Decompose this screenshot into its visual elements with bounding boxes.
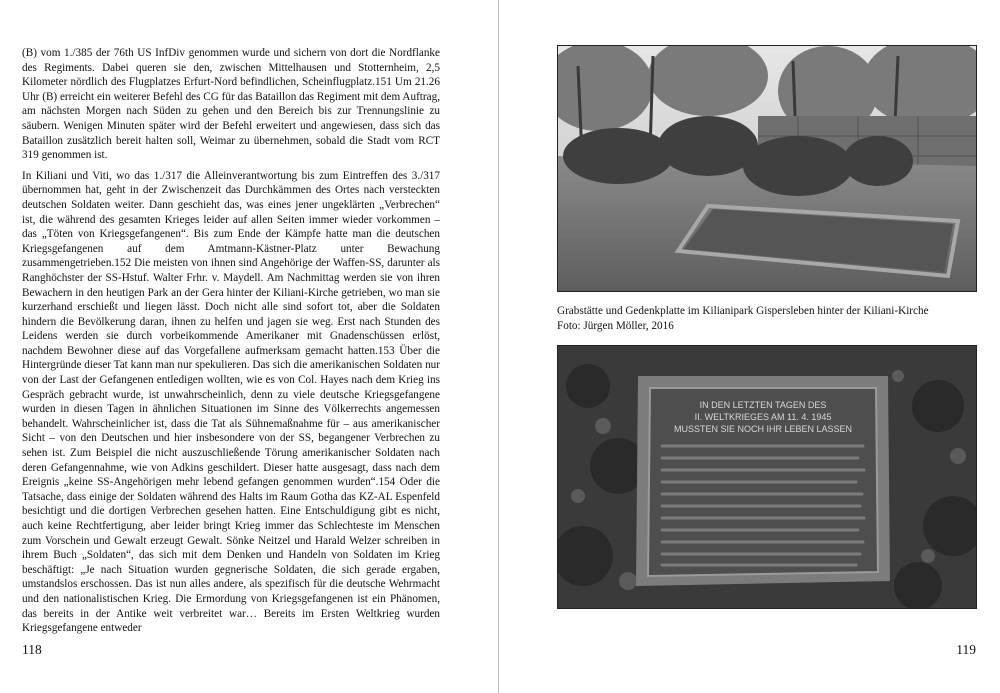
photo-caption [557, 304, 977, 333]
caption-title: Grabstätte und Gedenkplatte im Kilianipark Gispersleben hinter der Kiliani-Kirche [557, 305, 929, 317]
paragraph-2: In Kiliani und Viti, wo das 1./317 die Alleinverantwortung bis zum Eintreffen des 3./317 übernommen hat, geht in der Zwischenzeit das Durchkämmen des Ortes nach versteckten deutschen Soldaten weiter. Dann geschieht das, was eines jener ungeklärten „Verbrechen“ ist, die während des gesamten Krieges leider auf allen Seiten immer wieder vorkommen – das „Töten von Kriegsgefangenen“. Bis zum Ende der Kämpfe hatte man die deutschen Kriegsgefangenen auf dem Amtmann-Kästner-Platz unter Bewachung zusammengetrieben.152 Die meisten von ihnen sind Angehörige der Waffen-SS, darunter als Ranghöchster der SS-Hstuf. Walter Frhr. v. Maydell. Am Nachmittag werden sie von ihren Bewachern in den heutigen Park an der Gera hinter der Kiliani-Kirche getrieben, wo man sie kurzerhand erschießt und liegen lässt. Doch nicht alle sind sofort tot, aber die Soldaten hindern die Bevölkerung daran, ihnen zu helfen und jagen sie weg. Erst nach Stunden des Leidens werden sie durch vorbeikommende Amerikaner mit Gnadenschüssen erlöst, nachdem Bewohner diese auf das Vorgefallene aufmerksam gemacht hatten.153 Über die Hintergründe dieser Tat kann man nur spekulieren. Das sich die amerikanischen Soldaten nur von der Last der Gefangenen entledigen wollten, wie es von Col. Hayes nach dem Krieg ins Gespräch gebracht wurde, ist unwahrscheinlich, denn zu viele deutsche Kriegsgefangene wurden in diesen Tagen in ähnlichen Situationen im Sinne des Völkerrechts angemessen behandelt. Wahrscheinlicher ist, dass die Tat als Sühnemaßnahme für – aus amerikanischer Sicht – von den Deutschen und hier insbesondere von der SS, begangener Verbrechen zu sehen ist. Zum Beispiel die nicht auszuschließende Törung amerikanischer Soldaten nach deren Gefangennahme, wie von Adkins geschildert. Dieser hatte ausgesagt, dass nach dem Ereignis „keine SS-Angehörigen mehr lebend gefangen genommen wurden“.154 Oder die Tatsache, dass einige der Soldaten während des Halts im Raum Gotha das KZ-AL Espenfeld besichtigt und die dortigen Verbrechen gesehen hatten. Eine Entschuldigung gibt es nicht, auch keine Rechtfertigung, aber leider bringt Krieg immer das Schlechteste im Menschen zum Vorschein und Gewalt erzeugt Gewalt. Sönke Neitzel und Harald Welzer schreiben in ihrem Buch „Soldaten“, das sich mit dem Denken und Handeln von Soldaten im Krieg beschäftigt: „Je nach Situation wurden gegnerische Soldaten, die sich gerade ergaben, umstandslos erschossen. Das ist nun alles andere, als spezifisch für die deutsche Wehrmacht und den nationalistischen Krieg. Die Ermordung von Kriegsgefangenen ist ein Phänomen, das bereits in der Antike weit verbreitet war… Bereits im Ersten Weltkrieg wurden Kriegsgefangene entweder [22, 169, 440, 635]
plaque-heading-1: IN DEN LETZTEN TAGEN DES [699, 400, 827, 410]
grave-site-illustration [558, 46, 976, 291]
photo-memorial-plaque [557, 345, 977, 609]
caption-credit: Foto: Jürgen Möller, 2016 [557, 319, 674, 332]
page-number-right: 119 [956, 642, 976, 657]
plaque-heading-3: MUSSTEN SIE NOCH IHR LEBEN LASSEN [673, 424, 853, 434]
page-gutter [498, 0, 499, 693]
page-number-left: 118 [22, 642, 42, 657]
memorial-plaque-illustration [558, 346, 976, 608]
paragraph-1: (B) vom 1./385 der 76th US InfDiv genommen wurde und sichern von dort die Nordflanke des Regiments. Dabei queren sie den, zwischen Mittelhausen und Stotternheim, 2,5 Kilometer nördlich des Flugplatzes Erfurt-Nord befindlichen, Scheinflugplatz.151 Um 21.26 Uhr (B) erreicht ein weiterer Befehl des CG für das Bataillon das Regiment mit dem Auftrag, am nächsten Morgen nach Süden zu gehen und den Bereich bis zur Trennungslinie zu säubern. Wenigen Minuten später wird der Befehl erweitert und angewiesen, dass sich das Bataillon zusätzlich bereit halten soll, Weimar zu übernehmen, sobald die Stadt vom RCT 319 genommen ist. [22, 47, 440, 162]
left-page-text [22, 46, 440, 636]
plaque-heading-2: II. WELTKRIEGES AM 11. 4. 1945 [694, 412, 832, 422]
photo-grave-site [557, 45, 977, 292]
